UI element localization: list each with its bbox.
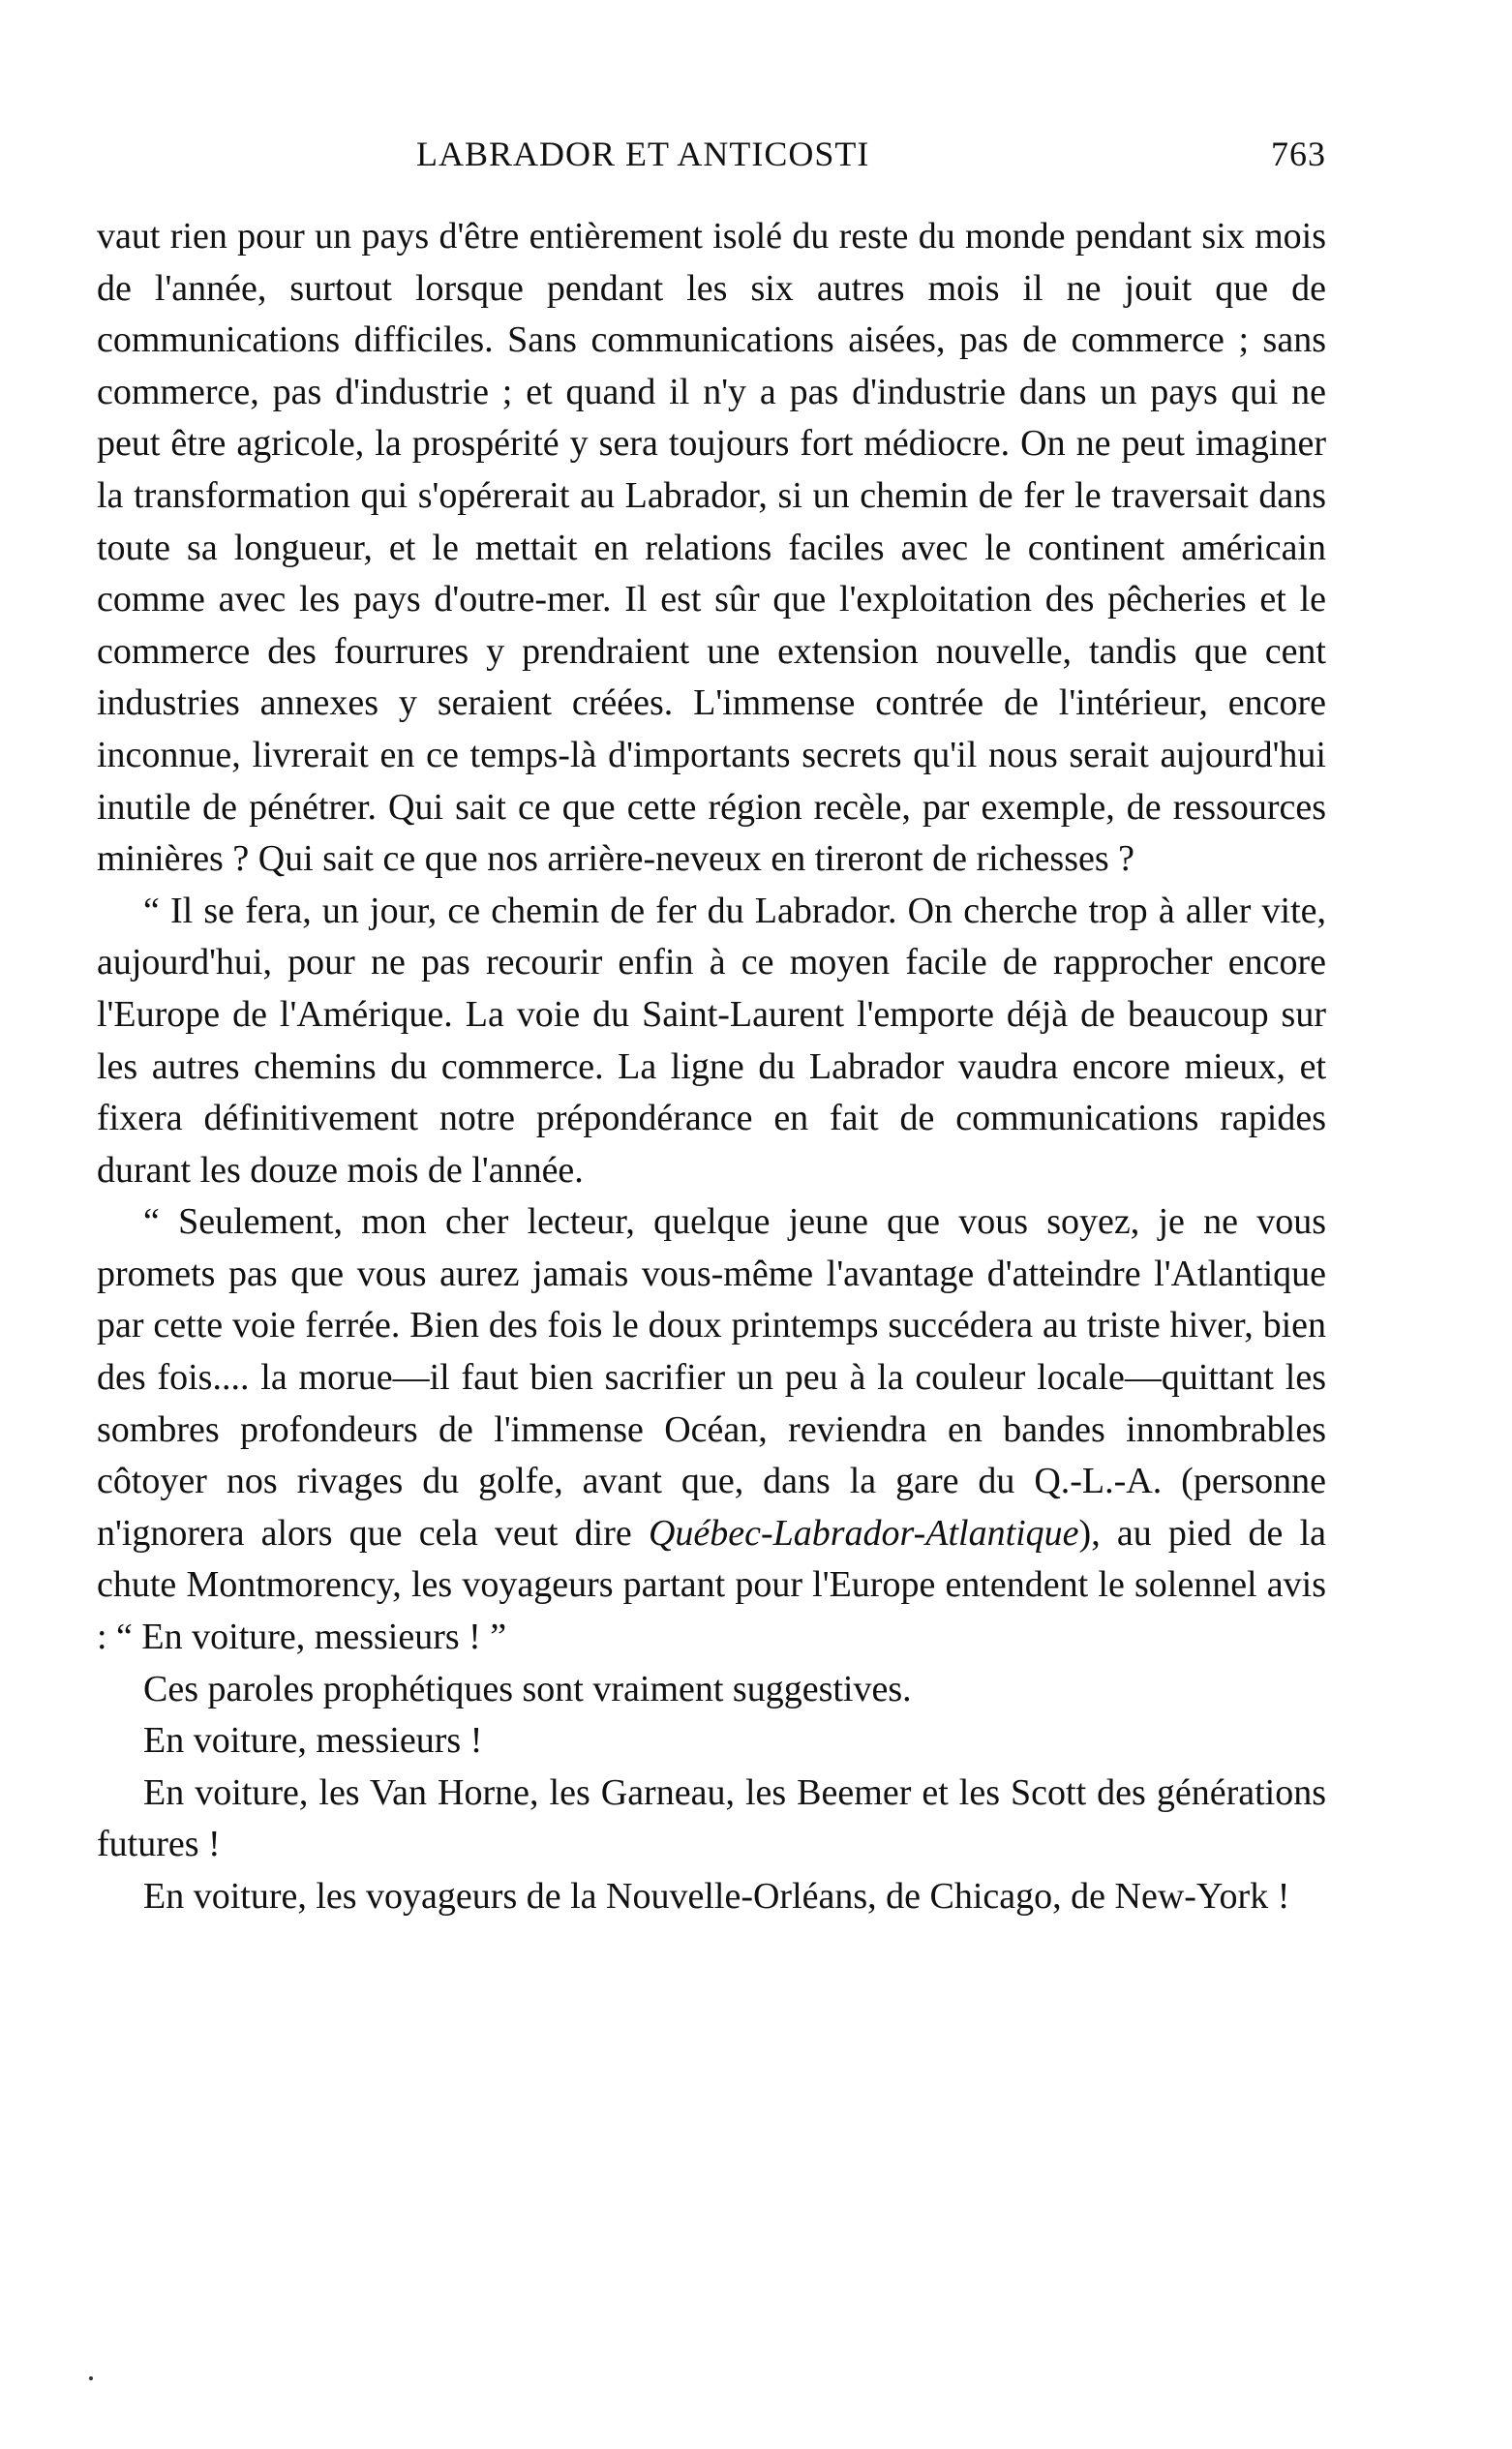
paragraph-3-text-after: ), au pied de la chute Montmorency, les voyageurs partant pour l'Europe entendent le solennel avis : “ En voiture, messieurs ! ” bbox=[97, 1512, 1327, 1658]
body-text bbox=[97, 211, 1326, 1923]
italic-railway-name: Québec-Labrador-Atlantique bbox=[648, 1512, 1079, 1554]
paragraph-6: En voiture, les Van Horne, les Garneau, les Beemer et les Scott des générations futures ! bbox=[97, 1771, 1326, 1865]
paragraph-4: Ces paroles prophétiques sont vraiment suggestives. bbox=[143, 1668, 912, 1709]
paragraph-3 bbox=[97, 1196, 1326, 1663]
page-number: 763 bbox=[1271, 135, 1326, 173]
running-title: LABRADOR ET ANTICOSTI bbox=[416, 135, 870, 173]
paragraph-1: vaut rien pour un pays d'être entièrement isolé du reste du monde pendant six mois de l'année, surtout lorsque pendant les six autres mois il ne jouit que de communications difficiles. Sans communications aisées, pas de commerce ; sans commerce, pas d'industrie ; et quand il n'y a pas d'industrie dans un pays qui ne peut être agricole, la prospérité y sera toujours fort médiocre. On ne peut imaginer la transformation qui s'opérerait au Labrador, si un chemin de fer le traversait dans toute sa longueur, et le mettait en relations faciles avec le continent américain comme avec les pays d'outre-mer. Il est sûr que l'exploitation des pêcheries et le commerce des fourrures y prendraient une extension nouvelle, tandis que cent industries annexes y seraient créées. L'immense contrée de l'intérieur, encore inconnue, livrerait en ce temps-là d'importants secrets qu'il nous serait aujourd'hui inutile de pénétrer. Qui sait ce que cette région recèle, par exemple, de ressources minières ? Qui sait ce que nos arrière-neveux en tireront de richesses ? bbox=[97, 216, 1326, 880]
paragraph-5: En voiture, messieurs ! bbox=[143, 1720, 483, 1762]
paragraph-2: “ Il se fera, un jour, ce chemin de fer du Labrador. On cherche trop à aller vite, aujourd'hui, pour ne pas recourir enfin à ce moyen facile de rapprocher encore l'Europe de l'Amérique. La voie du Saint-Laurent l'emporte déjà de beaucoup sur les autres chemins du commerce. La ligne du Labrador vaudra encore mieux, et fixera définitivement notre prépondérance en fait de communications rapides durant les douze mois de l'année. bbox=[97, 890, 1326, 1191]
print-speck bbox=[89, 2376, 93, 2380]
running-head bbox=[97, 134, 1326, 182]
paragraph-7: En voiture, les voyageurs de la Nouvelle-Orléans, de Chicago, de New-York ! bbox=[143, 1876, 1290, 1917]
paragraph-3-text-before: “ Seulement, mon cher lecteur, quelque jeune que vous soyez, je ne vous promets pas que vous aurez jamais vous-même l'avantage d'atteindre l'Atlantique par cette voie ferrée. Bien des fois le doux printemps succédera au triste hiver, bien des fois.... la morue—il faut bien sacrifier un peu à la couleur locale—quittant les sombres profondeurs de l'immense Océan, reviendra en bandes innombrables côtoyer nos rivages du golfe, avant que, dans la gare du Q.-L.-A. (personne n'ignorera alors que cela veut dire bbox=[97, 1201, 1326, 1554]
